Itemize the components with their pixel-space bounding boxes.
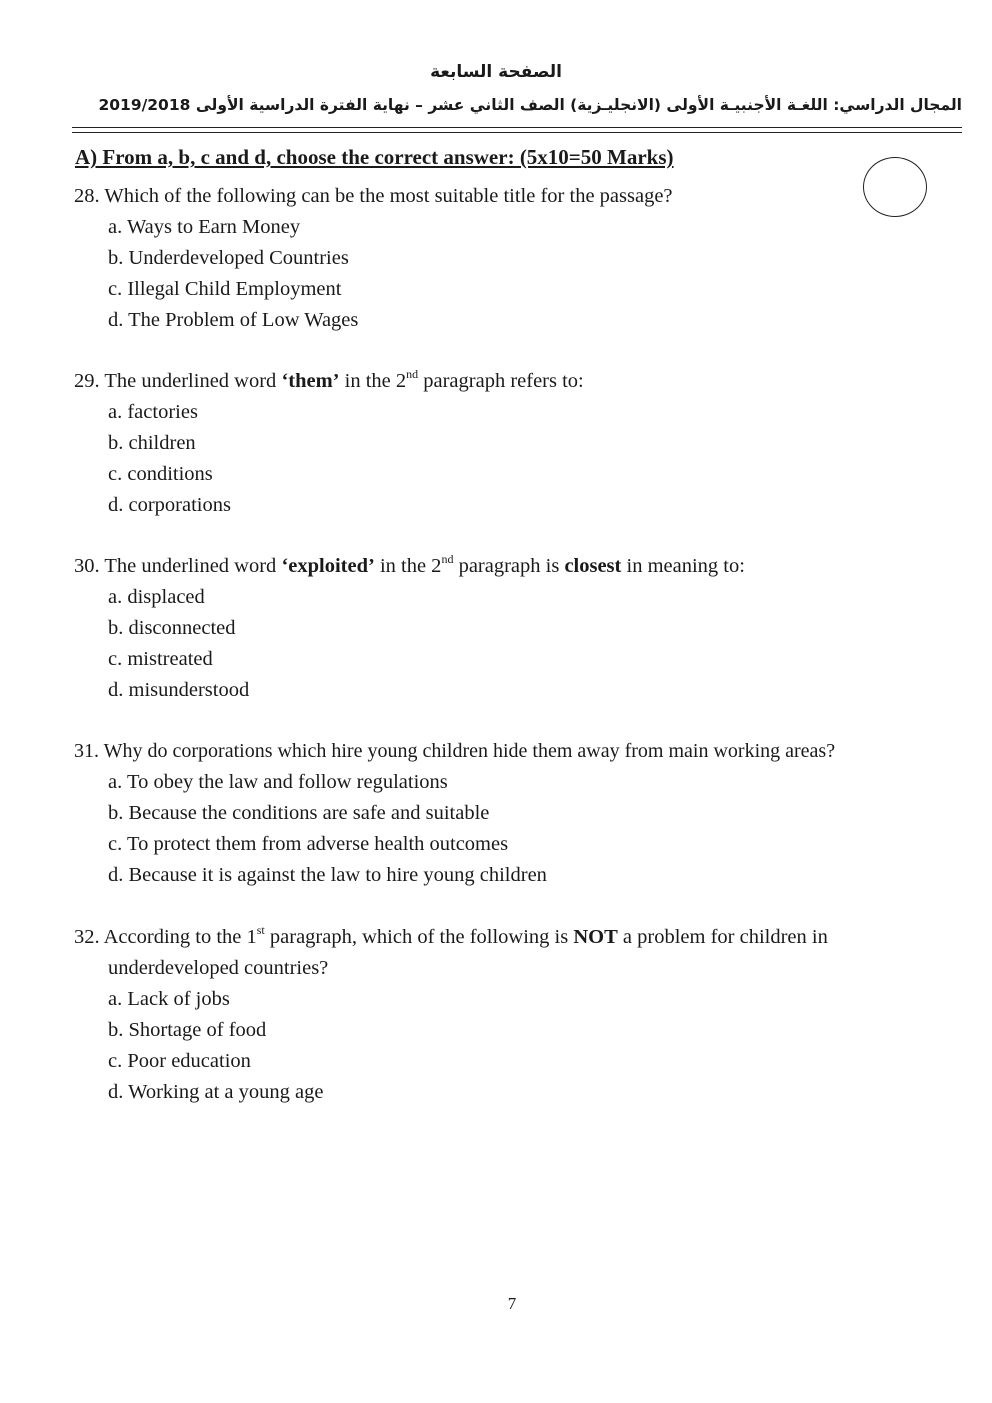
page-title: الصفحة السابعة	[430, 62, 562, 82]
question-number: 29.	[74, 370, 100, 392]
option: d. corporations	[108, 494, 231, 516]
option: b. Shortage of food	[108, 1019, 267, 1041]
option: c. Illegal Child Employment	[108, 278, 342, 300]
option: a. displaced	[108, 586, 205, 608]
option: a. Ways to Earn Money	[108, 216, 301, 238]
subject-line: المجال الدراسي: اللغـة الأجنبيـة الأولى (الانجليـزية) الصف الثاني عشر – نهاية الفترة الدراسية الأولى 2019/2018	[98, 96, 962, 114]
option: d. misunderstood	[108, 679, 250, 701]
section-heading: A) From a, b, c and d, choose the correct answer: (5x10=50 Marks)	[75, 145, 674, 169]
page-number: 7	[507, 1294, 517, 1313]
option: c. Poor education	[108, 1050, 251, 1072]
question-29	[74, 367, 584, 393]
option: d. Because it is against the law to hire young children	[108, 864, 547, 886]
question-28	[74, 185, 673, 208]
option: c. conditions	[108, 463, 213, 485]
question-number: 30.	[74, 555, 100, 577]
keyword: ‘exploited’	[281, 555, 375, 577]
option: a. Lack of jobs	[108, 988, 230, 1010]
question-30	[74, 552, 745, 578]
question-stem: Why do corporations which hire young children hide them away from main working areas?	[103, 740, 836, 762]
question-stem: According to the 1st paragraph, which of the following is NOT a problem for children in	[103, 923, 828, 948]
option: b. Underdeveloped Countries	[108, 247, 349, 269]
question-number: 28.	[74, 185, 100, 207]
question-32	[74, 923, 828, 949]
option: b. Because the conditions are safe and suitable	[108, 802, 490, 824]
question-stem: The underlined word ‘exploited’ in the 2nd paragraph is closest in meaning to:	[104, 552, 745, 577]
option: a. To obey the law and follow regulations	[108, 771, 448, 793]
keyword: ‘them’	[281, 370, 340, 392]
score-circle	[863, 157, 927, 217]
option: d. The Problem of Low Wages	[108, 309, 359, 331]
question-stem: The underlined word ‘them’ in the 2nd paragraph refers to:	[104, 367, 584, 392]
header-divider	[72, 132, 962, 133]
keyword: NOT	[573, 926, 618, 948]
option: c. To protect them from adverse health outcomes	[108, 833, 509, 855]
question-number: 32.	[74, 926, 100, 948]
question-31	[74, 740, 835, 763]
question-number: 31.	[74, 740, 99, 762]
option: a. factories	[108, 401, 198, 423]
option: d. Working at a young age	[108, 1081, 324, 1103]
header-divider	[72, 127, 962, 128]
option: b. children	[108, 432, 196, 454]
question-stem-continuation: underdeveloped countries?	[108, 957, 329, 979]
option: b. disconnected	[108, 617, 236, 639]
question-stem: Which of the following can be the most suitable title for the passage?	[104, 185, 673, 207]
keyword: closest	[564, 555, 622, 577]
option: c. mistreated	[108, 648, 213, 670]
